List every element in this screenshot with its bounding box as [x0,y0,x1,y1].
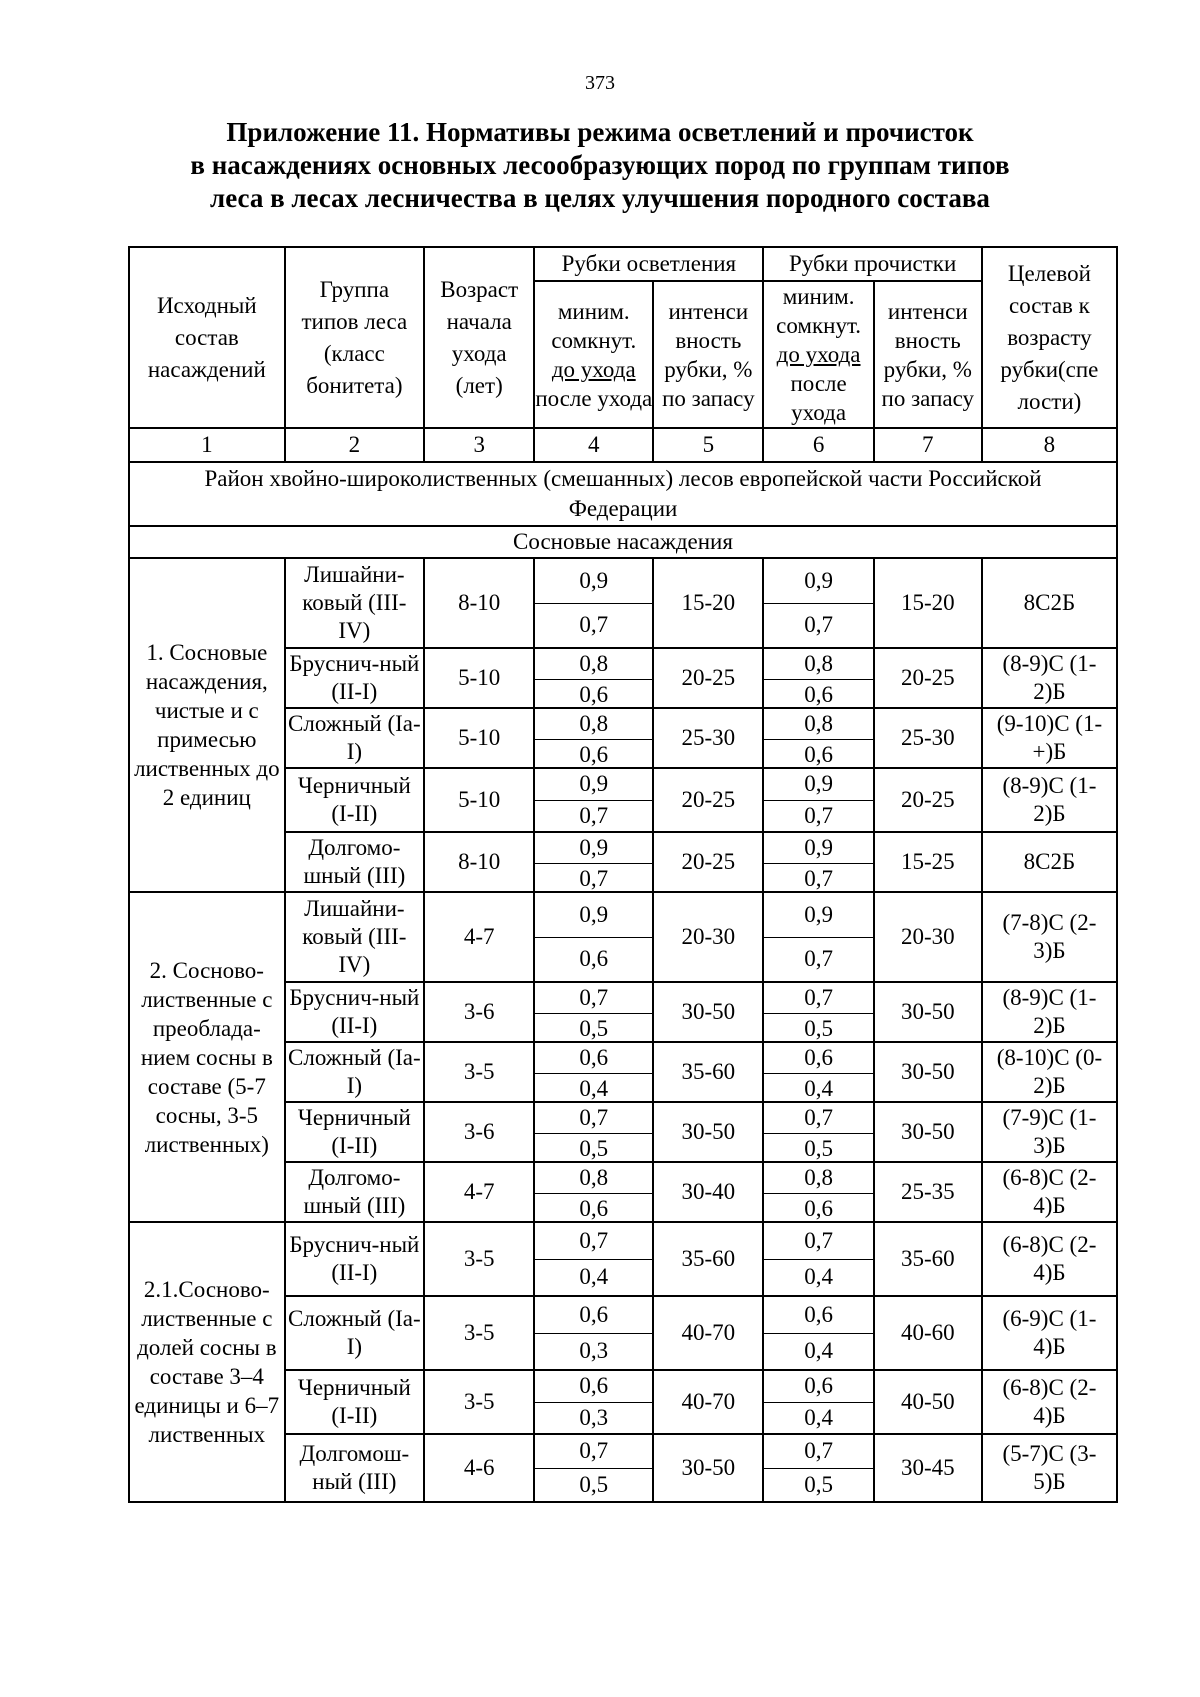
osvetlenie-intensity-cell: 30-50 [653,1434,763,1502]
table-row [129,892,1117,982]
closure-pair [535,983,652,1041]
closure-after: 0,7 [579,612,609,638]
closure-before: 0,8 [535,709,652,740]
start-age-cell: 5-10 [424,768,534,832]
closure-before: 0,9 [535,893,652,938]
prochistki-intensity-cell: 20-25 [874,768,982,832]
closure-after: 0,4 [579,1264,609,1290]
forest-type-cell: Бруснич-ный (II-I) [285,982,424,1042]
osvetlenie-intensity-cell: 20-30 [653,892,763,982]
closure-after: 0,6 [579,1196,609,1221]
closure-after: 0,4 [804,1404,833,1430]
header-osvetlenie: Рубки осветления [534,247,763,281]
prochistki-closure-cell [763,1370,873,1434]
prochistki-closure-cell [763,1102,873,1162]
closure-after: 0,3 [579,1404,609,1430]
closure-before: 0,9 [764,893,872,938]
closure-before: 0,9 [535,833,652,864]
closure-pair [764,1223,872,1295]
prochistki-closure-cell [763,1042,873,1102]
closure-pair [764,709,872,767]
start-age-cell: 4-7 [424,892,534,982]
closure-pair [764,983,872,1041]
closure-pair [764,649,872,707]
closure-before: 0,7 [764,1223,872,1260]
group-name: 2.1.Сосново-лиственные с долей сосны в составе 3–4 единицы и 6–7 лиственных [129,1222,285,1502]
start-age-cell: 3-5 [424,1370,534,1434]
closure-pair [535,709,652,767]
closure-before: 0,8 [535,649,652,680]
start-age-cell: 8-10 [424,558,534,648]
closure-after: 0,6 [579,946,609,972]
header-start-age: Возраст начала ухода (лет) [424,247,534,428]
header-before-care: до ухода [551,356,636,382]
closure-pair [535,1371,652,1433]
prochistki-intensity-cell: 40-60 [874,1296,982,1370]
osvetlenie-intensity-cell: 30-50 [653,982,763,1042]
closure-pair [535,649,652,707]
closure-before: 0,9 [764,559,872,604]
group-name: 2. Сосново-лиственные с преоблада-нием сосны в составе (5-7 сосны, 3-5 лиственных) [129,892,285,1222]
closure-after: 0,4 [804,1338,833,1364]
closure-before: 0,9 [764,769,872,801]
closure-before: 0,6 [535,1043,652,1074]
target-composition-cell: (8-10)С (0-2)Б [982,1042,1117,1102]
target-composition-cell: (8-9)С (1-2)Б [982,648,1117,708]
closure-before: 0,7 [764,1103,872,1134]
closure-after: 0,5 [804,1136,833,1161]
forest-type-cell: Сложный (Ia-I) [285,1042,424,1102]
closure-before: 0,6 [535,1371,652,1403]
closure-before: 0,9 [535,559,652,604]
prochistki-closure-cell [763,832,873,892]
prochistki-intensity-cell: 30-50 [874,1042,982,1102]
closure-after: 0,6 [579,682,609,707]
osvetlenie-closure-cell [534,1162,653,1222]
target-composition-cell: (6-9)С (1-4)Б [982,1296,1117,1370]
title-line: в насаждениях основных лесообразующих пород по группам типов [190,150,1010,180]
prochistki-intensity-cell: 40-50 [874,1370,982,1434]
column-number: 8 [982,428,1117,462]
target-composition-cell: (6-8)С (2-4)Б [982,1222,1117,1296]
prochistki-closure-cell [763,1296,873,1370]
osvetlenie-intensity-cell: 40-70 [653,1296,763,1370]
region-heading: Район хвойно-широколиственных (смешанных) лесов европейской части Российской Федерации [129,462,1117,526]
closure-after: 0,7 [804,802,833,828]
column-number: 3 [424,428,534,462]
closure-pair [764,1371,872,1433]
prochistki-intensity-cell: 35-60 [874,1222,982,1296]
osvetlenie-closure-cell [534,1296,653,1370]
osvetlenie-closure-cell [534,1434,653,1502]
column-number: 6 [763,428,873,462]
osvetlenie-closure-cell [534,892,653,982]
closure-before: 0,6 [535,1297,652,1334]
closure-after: 0,6 [804,742,833,767]
closure-after: 0,7 [579,802,609,828]
closure-after: 0,3 [579,1338,609,1364]
closure-pair [764,1103,872,1161]
closure-after: 0,7 [804,866,833,891]
closure-after: 0,4 [804,1264,833,1290]
start-age-cell: 4-7 [424,1162,534,1222]
start-age-cell: 4-6 [424,1434,534,1502]
closure-pair [764,833,872,891]
column-number: 5 [653,428,763,462]
forest-type-cell: Бруснич-ный (II-I) [285,648,424,708]
closure-before: 0,7 [535,1223,652,1260]
osvetlenie-intensity-cell: 20-25 [653,768,763,832]
closure-pair [535,1103,652,1161]
forest-type-cell: Долгомош-ный (III) [285,1434,424,1502]
closure-before: 0,8 [764,709,872,740]
closure-before: 0,8 [764,649,872,680]
target-composition-cell: (6-8)С (2-4)Б [982,1162,1117,1222]
closure-before: 0,6 [764,1371,872,1403]
forest-type-cell: Бруснич-ный (II-I) [285,1222,424,1296]
column-numbers-row [129,428,1117,462]
closure-before: 0,8 [764,1163,872,1194]
forest-type-cell: Долгомо-шный (III) [285,832,424,892]
osvetlenie-closure-cell [534,558,653,648]
osvetlenie-closure-cell [534,648,653,708]
header-after-care: после ухода [535,385,653,411]
start-age-cell: 3-5 [424,1222,534,1296]
forest-type-cell: Черничный (I-II) [285,1370,424,1434]
osvetlenie-intensity-cell: 20-25 [653,832,763,892]
closure-after: 0,5 [579,1471,609,1497]
forest-type-cell: Сложный (Ia-I) [285,1296,424,1370]
osvetlenie-intensity-cell: 15-20 [653,558,763,648]
table-row [129,1222,1117,1296]
closure-after: 0,5 [804,1471,833,1497]
closure-before: 0,6 [764,1043,872,1074]
prochistki-closure-cell [763,1162,873,1222]
target-composition-cell: (8-9)С (1-2)Б [982,982,1117,1042]
closure-after: 0,5 [579,1016,609,1041]
closure-pair [764,1435,872,1501]
closure-pair [535,1163,652,1221]
header-prochistki: Рубки прочистки [763,247,981,281]
osvetlenie-intensity-cell: 30-50 [653,1102,763,1162]
closure-after: 0,7 [804,946,833,972]
osvetlenie-closure-cell [534,982,653,1042]
header-after-care: после ухода [790,371,847,425]
target-composition-cell: (8-9)С (1-2)Б [982,768,1117,832]
start-age-cell: 3-5 [424,1296,534,1370]
osvetlenie-closure-cell [534,1370,653,1434]
header-forest-type-group: Группа типов леса (класс бонитета) [285,247,424,428]
target-composition-cell: (7-9)С (1-3)Б [982,1102,1117,1162]
target-composition-cell: (7-8)С (2-3)Б [982,892,1117,982]
closure-pair [535,559,652,647]
start-age-cell: 5-10 [424,708,534,768]
prochistki-intensity-cell: 20-25 [874,648,982,708]
prochistki-closure-cell [763,708,873,768]
prochistki-closure-cell [763,1434,873,1502]
closure-after: 0,6 [579,742,609,767]
osvetlenie-intensity-cell: 35-60 [653,1222,763,1296]
closure-pair [535,1435,652,1501]
norms-table [128,246,1118,1503]
closure-pair [535,1297,652,1369]
table-row [129,558,1117,648]
target-composition-cell: (5-7)С (3-5)Б [982,1434,1117,1502]
closure-pair [535,769,652,831]
document-title [100,116,1100,215]
osvetlenie-closure-cell [534,832,653,892]
start-age-cell: 8-10 [424,832,534,892]
prochistki-closure-cell [763,982,873,1042]
column-number: 4 [534,428,653,462]
title-line: леса в лесах лесничества в целях улучшения породного состава [210,183,990,213]
closure-before: 0,7 [764,983,872,1014]
closure-pair [764,559,872,647]
prochistki-intensity-cell: 25-30 [874,708,982,768]
target-composition-cell: (9-10)С (1-+)Б [982,708,1117,768]
closure-pair [535,1223,652,1295]
closure-after: 0,7 [804,612,833,638]
target-composition-cell: 8С2Б [982,832,1117,892]
start-age-cell: 3-6 [424,1102,534,1162]
page-number: 373 [585,72,615,94]
closure-before: 0,7 [535,983,652,1014]
closure-before: 0,7 [535,1435,652,1469]
osvetlenie-closure-cell [534,1102,653,1162]
header-min-closure-1 [534,281,653,428]
closure-before: 0,6 [764,1297,872,1334]
osvetlenie-closure-cell [534,1222,653,1296]
closure-pair [764,769,872,831]
closure-pair [764,1163,872,1221]
forest-type-cell: Лишайни-ковый (III-IV) [285,558,424,648]
osvetlenie-closure-cell [534,1042,653,1102]
forest-type-cell: Черничный (I-II) [285,768,424,832]
start-age-cell: 3-6 [424,982,534,1042]
target-composition-cell: 8С2Б [982,558,1117,648]
closure-pair [535,833,652,891]
prochistki-intensity-cell: 15-20 [874,558,982,648]
forest-type-cell: Сложный (Ia-I) [285,708,424,768]
closure-pair [764,1297,872,1369]
osvetlenie-intensity-cell: 30-40 [653,1162,763,1222]
prochistki-intensity-cell: 20-30 [874,892,982,982]
prochistki-intensity-cell: 30-50 [874,1102,982,1162]
header-source-composition: Исходный состав насаждений [129,247,285,428]
title-line: Приложение 11. Нормативы режима осветлений и прочисток [226,117,974,147]
closure-before: 0,8 [535,1163,652,1194]
forest-type-cell: Лишайни-ковый (III-IV) [285,892,424,982]
osvetlenie-intensity-cell: 20-25 [653,648,763,708]
closure-pair [764,1043,872,1101]
header-target-composition: Целевой состав к возрасту рубки(спе лости) [982,247,1117,428]
osvetlenie-intensity-cell: 35-60 [653,1042,763,1102]
closure-after: 0,6 [804,682,833,707]
prochistki-intensity-cell: 15-25 [874,832,982,892]
group-name: 1. Сосновые насаждения, чистые и с примесью лиственных до 2 единиц [129,558,285,892]
closure-after: 0,4 [804,1076,833,1101]
closure-pair [535,893,652,981]
osvetlenie-intensity-cell: 40-70 [653,1370,763,1434]
prochistki-intensity-cell: 30-45 [874,1434,982,1502]
osvetlenie-closure-cell [534,768,653,832]
prochistki-intensity-cell: 25-35 [874,1162,982,1222]
start-age-cell: 3-5 [424,1042,534,1102]
prochistki-closure-cell [763,558,873,648]
header-intensity-2: интенси вность рубки, % по запасу [874,281,982,428]
header-intensity-1: интенси вность рубки, % по запасу [653,281,763,428]
closure-pair [764,893,872,981]
forest-type-cell: Долгомо-шный (III) [285,1162,424,1222]
target-composition-cell: (6-8)С (2-4)Б [982,1370,1117,1434]
header-min-closure-label: миним. сомкнут. [776,284,862,338]
prochistki-closure-cell [763,892,873,982]
closure-after: 0,5 [804,1016,833,1041]
header-min-closure-2 [763,281,873,428]
closure-before: 0,7 [535,1103,652,1134]
header-before-care: до ухода [776,342,861,367]
header-min-closure-label: миним. сомкнут. [551,298,637,353]
closure-before: 0,7 [764,1435,872,1469]
closure-before: 0,9 [535,769,652,801]
column-number: 7 [874,428,982,462]
start-age-cell: 5-10 [424,648,534,708]
osvetlenie-intensity-cell: 25-30 [653,708,763,768]
prochistki-closure-cell [763,648,873,708]
prochistki-closure-cell [763,768,873,832]
column-number: 2 [285,428,424,462]
closure-pair [535,1043,652,1101]
prochistki-intensity-cell: 30-50 [874,982,982,1042]
closure-after: 0,7 [579,866,609,891]
closure-after: 0,4 [579,1076,609,1101]
column-number: 1 [129,428,285,462]
prochistki-closure-cell [763,1222,873,1296]
closure-after: 0,5 [579,1136,609,1161]
forest-type-cell: Черничный (I-II) [285,1102,424,1162]
subregion-heading: Сосновые насаждения [129,526,1117,558]
closure-before: 0,9 [764,833,872,864]
osvetlenie-closure-cell [534,708,653,768]
closure-after: 0,6 [804,1196,833,1221]
